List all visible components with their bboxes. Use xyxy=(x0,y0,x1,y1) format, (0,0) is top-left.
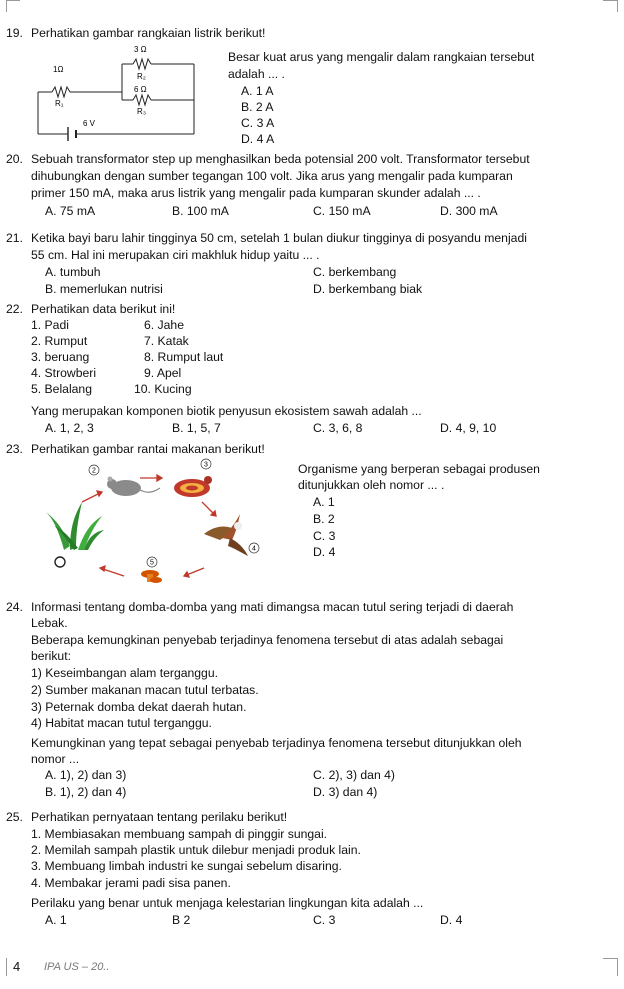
list-item: 1. Padi xyxy=(31,318,69,332)
question-intro: Perhatikan gambar rantai makanan berikut! xyxy=(31,442,265,456)
corner-mark xyxy=(603,958,617,959)
option-a: A. 1 xyxy=(313,495,335,509)
question-number: 25. xyxy=(6,810,23,824)
question-text: Kemungkinan yang tepat sebagai penyebab terjadinya fenomena tersebut ditunjukkan oleh xyxy=(31,736,522,750)
list-item: 1) Keseimbangan alam terganggu. xyxy=(31,666,218,680)
option-c: C. 3, 6, 8 xyxy=(313,421,363,435)
question-intro: Perhatikan gambar rangkaian listrik berikut! xyxy=(31,26,266,40)
list-item: 7. Katak xyxy=(144,334,189,348)
question-intro: Perhatikan data berikut ini! xyxy=(31,302,176,316)
option-d: D. 4 xyxy=(313,545,336,559)
question-number: 24. xyxy=(6,600,23,614)
option-b: B. 2 A xyxy=(241,100,274,114)
list-item: 4. Strowberi xyxy=(31,366,97,380)
footer-text: IPA US – 20.. xyxy=(44,961,110,973)
r1-value: 1Ω xyxy=(53,65,64,74)
corner-mark xyxy=(617,958,618,976)
corner-mark xyxy=(6,0,20,1)
option-d: D. 4 xyxy=(440,913,463,927)
option-d: D. 3) dan 4) xyxy=(313,785,378,799)
question-number: 20. xyxy=(6,152,23,166)
list-item: 3. beruang xyxy=(31,350,90,364)
question-number: 19. xyxy=(6,26,23,40)
list-item: 9. Apel xyxy=(144,366,182,380)
question-text: Besar kuat arus yang mengalir dalam rangkaian tersebut xyxy=(228,50,535,64)
r3-label: R₃ xyxy=(137,107,147,116)
organism-number: 3 xyxy=(204,461,208,469)
option-c: C. 3 A xyxy=(241,116,275,130)
list-item: 3. Membuang limbah industri ke sungai sebelum disaring. xyxy=(31,859,342,873)
corner-mark xyxy=(6,0,7,12)
question-text: Sebuah transformator step up menghasilkan beda potensial 200 volt. Transformator tersebut xyxy=(31,152,530,166)
question-text: Informasi tentang domba-domba yang mati dimangsa macan tutul sering terjadi di daerah xyxy=(31,600,514,614)
list-item: 10. Kucing xyxy=(134,382,192,396)
list-item: 2. Memilah sampah plastik untuk dilebur menjadi produk lain. xyxy=(31,843,361,857)
question-text: ditunjukkan oleh nomor ... . xyxy=(298,478,445,492)
rat xyxy=(107,477,160,497)
r1-label: R₁ xyxy=(55,99,64,108)
question-text: 55 cm. Hal ini merupakan ciri makhluk hidup yaitu ... . xyxy=(31,248,320,262)
question-number: 23. xyxy=(6,442,23,456)
corner-mark xyxy=(617,0,618,12)
option-b: B. 1), 2) dan 4) xyxy=(45,785,127,799)
question-text: Organisme yang berperan sebagai produsen xyxy=(298,462,540,476)
option-b: B. memerlukan nutrisi xyxy=(45,282,163,296)
question-text: Ketika bayi baru lahir tingginya 50 cm, setelah 1 bulan diukur tingginya di posyandu menjadi xyxy=(31,231,527,245)
list-item: 2. Rumput xyxy=(31,334,88,348)
option-c: C. 3 xyxy=(313,913,336,927)
option-b: B. 100 mA xyxy=(172,204,229,218)
option-d: D. 300 mA xyxy=(440,204,498,218)
organism-number: 2 xyxy=(92,467,96,475)
grass-plant xyxy=(46,502,104,550)
option-a: A. tumbuh xyxy=(45,265,101,279)
organism-number: 4 xyxy=(252,545,256,553)
option-d: D. 4, 9, 10 xyxy=(440,421,497,435)
corner-mark xyxy=(603,0,617,1)
question-text: nomor ... xyxy=(31,752,80,766)
question-text: Beberapa kemungkinan penyebab terjadinya fenomena tersebut di atas adalah sebagai xyxy=(31,633,504,647)
snake xyxy=(174,476,212,497)
list-item: 4) Habitat macan tutul terganggu. xyxy=(31,716,212,730)
list-item: 8. Rumput laut xyxy=(144,350,224,364)
option-a: A. 1), 2) dan 3) xyxy=(45,768,127,782)
option-d: D. 4 A xyxy=(241,132,275,146)
page-number: 4 xyxy=(13,959,21,974)
option-a: A. 1 xyxy=(45,913,67,927)
question-number: 22. xyxy=(6,302,23,316)
r2-value: 3 Ω xyxy=(134,45,147,54)
option-c: C. berkembang xyxy=(313,265,397,279)
question-text: adalah ... . xyxy=(228,67,285,81)
option-c: C. 150 mA xyxy=(313,204,371,218)
r2-label: R₂ xyxy=(137,72,146,81)
option-c: C. 3 xyxy=(313,529,336,543)
marker-circle xyxy=(55,557,65,567)
question-text: dihubungkan dengan sumber tegangan 100 volt. Jika arus yang mengalir pada kumparan xyxy=(31,169,513,183)
battery-label: 6 V xyxy=(83,119,96,128)
option-b: B 2 xyxy=(172,913,191,927)
list-item: 5. Belalang xyxy=(31,382,92,396)
option-a: A. 1, 2, 3 xyxy=(45,421,94,435)
option-b: B. 1, 5, 7 xyxy=(172,421,221,435)
question-number: 21. xyxy=(6,231,23,245)
option-b: B. 2 xyxy=(313,512,335,526)
list-item: 6. Jahe xyxy=(144,318,184,332)
eagle xyxy=(204,514,248,556)
option-a: A. 1 A xyxy=(241,84,274,98)
question-text: primer 150 mA, maka arus listrik yang mengalir pada kumparan skunder adalah ... . xyxy=(31,186,481,200)
option-a: A. 75 mA xyxy=(45,204,96,218)
list-item: 1. Membiasakan membuang sampah di pinggir sungai. xyxy=(31,827,328,841)
circuit-diagram xyxy=(30,42,216,142)
option-d: D. berkembang biak xyxy=(313,282,423,296)
corner-mark xyxy=(6,958,7,976)
question-text: Yang merupakan komponen biotik penyusun ekosistem sawah adalah ... xyxy=(31,404,422,418)
food-chain-diagram xyxy=(44,458,284,594)
option-c: C. 2), 3) dan 4) xyxy=(313,768,395,782)
question-intro: Perhatikan pernyataan tentang perilaku berikut! xyxy=(31,810,288,824)
r3-value: 6 Ω xyxy=(134,85,147,94)
mushroom xyxy=(141,570,162,583)
question-text: Perilaku yang benar untuk menjaga kelestarian lingkungan kita adalah ... xyxy=(31,896,424,910)
organism-number: 5 xyxy=(150,559,154,567)
list-item: 3) Peternak domba dekat daerah hutan. xyxy=(31,700,247,714)
question-text: berikut: xyxy=(31,649,71,663)
list-item: 2) Sumber makanan macan tutul terbatas. xyxy=(31,683,259,697)
list-item: 4. Membakar jerami padi sisa panen. xyxy=(31,876,231,890)
question-text: Lebak. xyxy=(31,616,68,630)
